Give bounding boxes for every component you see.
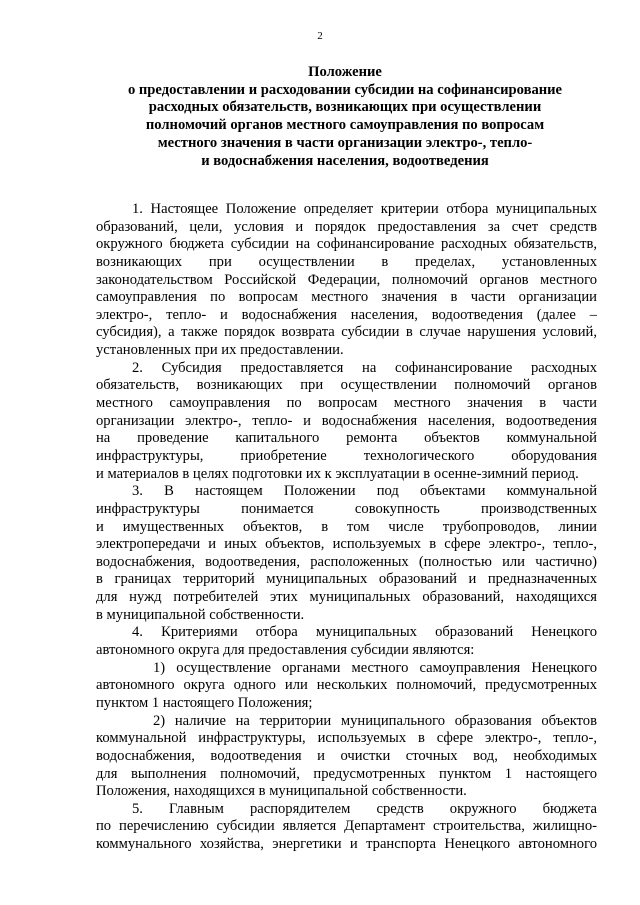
text-line: автономного округа для предоставления субсидии являются: xyxy=(96,642,475,659)
text-line: 4. Критериями отбора муниципальных образований Ненецкого xyxy=(132,624,597,641)
text-line: возникающих при осуществлении в пределах, установленных xyxy=(96,253,597,270)
text-line: и имущественных объектов, в том числе трубопроводов, линии xyxy=(96,518,597,535)
title-line: местного значения в части организации электро-, тепло- xyxy=(157,134,533,151)
text-line: для выполнения полномочий, предусмотренных пунктом 1 настоящего xyxy=(96,765,597,782)
document-body xyxy=(96,201,597,854)
text-line: по перечислению субсидии является Департамент строительства, жилищно- xyxy=(96,818,597,835)
list-item xyxy=(96,660,597,713)
text-line: на проведение капитального ремонта объектов коммунальной xyxy=(96,430,597,447)
title-line: Положение xyxy=(308,64,382,80)
text-line: самоуправления по вопросам местного значения в части организации xyxy=(96,289,597,306)
text-line: водоснабжения, водоотведения, расположенных (полностью или частично) xyxy=(96,553,597,570)
text-line: обязательств, возникающих при осуществлении полномочий органов xyxy=(96,377,597,394)
text-line: Положения, находящихся в муниципальной собственности. xyxy=(96,783,467,800)
text-line: 5. Главным распорядителем средств окружного бюджета xyxy=(132,800,597,817)
text-line: установленных при их предоставлении. xyxy=(96,342,344,359)
text-line: окружного бюджета субсидии на софинансирование расходных обязательств, xyxy=(96,236,597,253)
title-line: о предоставлении и расходовании субсидии на софинансирование xyxy=(127,81,563,98)
text-line: организации электро-, тепло- и водоснабжения населения, водоотведения xyxy=(96,412,597,429)
text-line: электропередачи и иных объектов, используемых в сфере электро-, тепло-, xyxy=(96,536,597,553)
paragraph xyxy=(96,201,597,360)
text-line: 3. В настоящем Положении под объектами коммунальной xyxy=(132,483,597,500)
title-line: расходных обязательств, возникающих при осуществлении xyxy=(148,99,542,116)
text-line: законодательством Российской Федерации, полномочий органов местного xyxy=(96,271,597,288)
text-line: автономного округа одного или нескольких полномочий, предусмотренных xyxy=(96,677,597,694)
text-line: для нужд потребителей этих муниципальных образований, находящихся xyxy=(96,589,597,606)
paragraph xyxy=(96,801,597,854)
title-line: и водоснабжения населения, водоотведения xyxy=(201,152,489,169)
text-line: инфраструктуры, приобретение технологического оборудования xyxy=(96,447,597,464)
text-line: в муниципальной собственности. xyxy=(96,606,305,623)
paragraph xyxy=(96,624,597,659)
paragraph xyxy=(96,483,597,624)
text-line: в границах территорий муниципальных образований и предназначенных xyxy=(96,571,597,588)
text-line: местного самоуправления по вопросам местного значения в части xyxy=(96,395,597,412)
text-line: 1. Настоящее Положение определяет критерии отбора муниципальных xyxy=(132,201,597,217)
text-line: и материалов в целях подготовки их к эксплуатации в осенне-зимний период. xyxy=(96,465,579,482)
page-number: 2 xyxy=(317,30,323,42)
document-title xyxy=(80,64,610,170)
text-line: коммунального хозяйства, энергетики и транспорта Ненецкого автономного xyxy=(96,836,597,853)
text-line: инфраструктуры понимается совокупность производственных xyxy=(96,500,597,517)
list-item xyxy=(96,713,597,801)
text-line: пунктом 1 настоящего Положения; xyxy=(96,694,313,711)
text-line: коммунальной инфраструктуры, используемых в сфере электро-, тепло-, xyxy=(96,730,597,747)
text-line: образований, цели, условия и порядок предоставления за счет средств xyxy=(96,218,597,235)
text-line: 1) осуществление органами местного самоуправления Ненецкого xyxy=(153,659,597,676)
text-line: 2. Субсидия предоставляется на софинансирование расходных xyxy=(132,359,597,376)
text-line: водоснабжения, водоотведения и очистки сточных вод, необходимых xyxy=(96,747,597,764)
text-line: электро-, тепло- и водоснабжения населения, водоотведения (далее – xyxy=(96,306,597,323)
paragraph xyxy=(96,360,597,483)
title-line: полномочий органов местного самоуправления по вопросам xyxy=(145,117,545,134)
text-line: субсидия), а также порядок возврата субсидии в случае нарушения условий, xyxy=(96,324,597,341)
text-line: 2) наличие на территории муниципального образования объектов xyxy=(153,712,597,729)
